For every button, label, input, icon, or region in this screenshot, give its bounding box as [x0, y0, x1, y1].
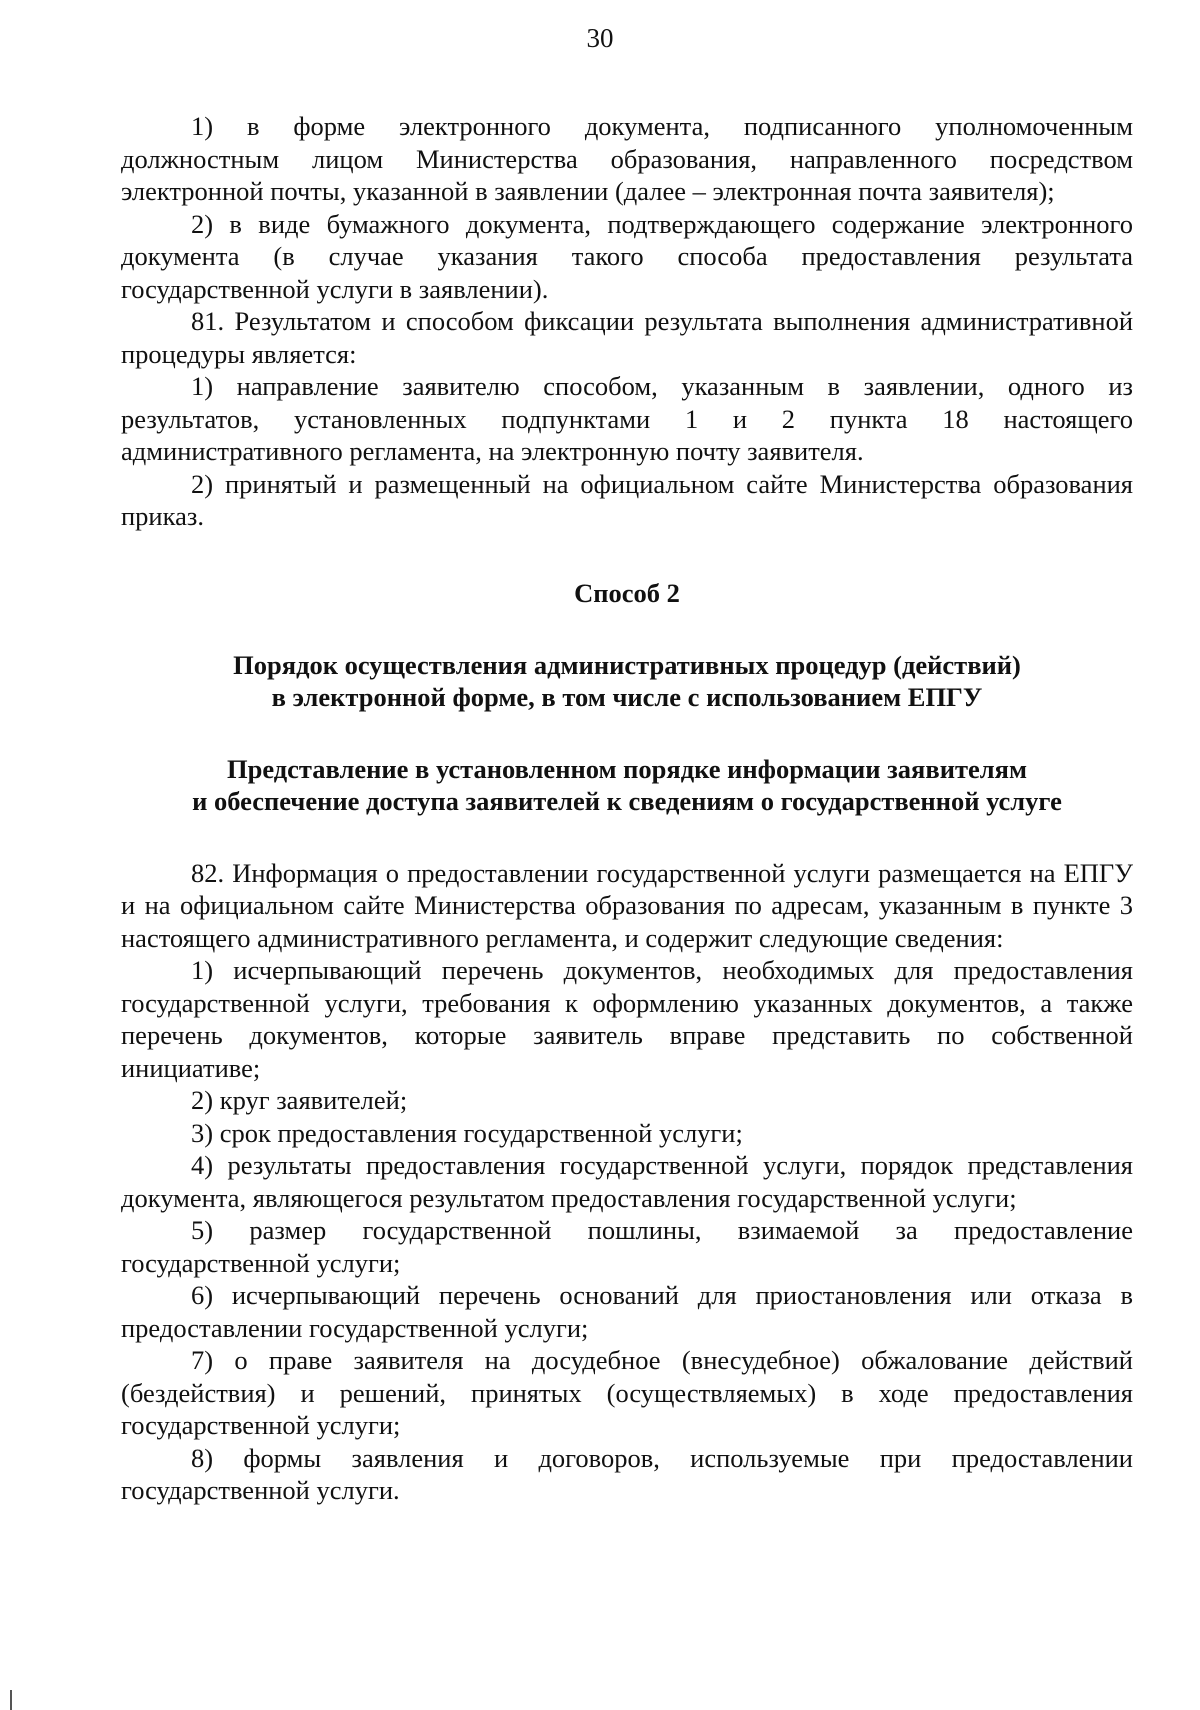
- paragraph: 82. Информация о предоставлении государственной услуги размещается на ЕПГУ и на официальном сайте Министерства образования по адресам, указанным в пункте 3 настоящего административного регламента, и содержит следующие сведения:: [121, 857, 1133, 953]
- subsection-heading: [121, 753, 1133, 817]
- section-heading-line: в электронной форме, в том числе с использованием ЕПГУ: [271, 681, 983, 712]
- method-heading: Способ 2: [574, 577, 680, 608]
- paragraph: 1) направление заявителю способом, указанным в заявлении, одного из результатов, установленных подпунктами 1 и 2 пункта 18 настоящего административного регламента, на электронную почту заявителя.: [121, 371, 1133, 466]
- list-item: 3) срок предоставления государственной услуги;: [191, 1117, 743, 1148]
- list-item: 7) о праве заявителя на досудебное (внесудебное) обжалование действий (бездействия) и решений, принятых (осуществляемых) в ходе предоставления государственной услуги;: [121, 1345, 1133, 1440]
- list-item: 1) исчерпывающий перечень документов, необходимых для предоставления государственной услуги, требования к оформлению указанных документов, а также перечень документов, которые заявитель вправе представить по собственной инициативе;: [121, 955, 1133, 1083]
- subsection-heading-line: Представление в установленном порядке информации заявителям: [226, 753, 1028, 784]
- document-body: [121, 110, 1133, 1507]
- section-heading: [121, 649, 1133, 713]
- list-item: 8) формы заявления и договоров, используемые при предоставлении государственной услуги.: [121, 1442, 1133, 1505]
- paragraph: 2) в виде бумажного документа, подтверждающего содержание электронного документа (в случае указания такого способа предоставления результата государственной услуги в заявлении).: [121, 208, 1133, 304]
- paragraph: 2) принятый и размещенный на официальном сайте Министерства образования приказ.: [121, 468, 1133, 531]
- subsection-heading-line: и обеспечение доступа заявителей к сведениям о государственной услуге: [192, 785, 1062, 816]
- list-item: 6) исчерпывающий перечень оснований для приостановления или отказа в предоставлении государственной услуги;: [121, 1280, 1133, 1343]
- list-item: 5) размер государственной пошлины, взимаемой за предоставление государственной услуги;: [121, 1215, 1133, 1278]
- list-item: 2) круг заявителей;: [191, 1085, 408, 1115]
- list-item: 4) результаты предоставления государственной услуги, порядок представления документа, являющегося результатом предоставления государственной услуги;: [121, 1150, 1133, 1213]
- scan-margin-mark: [10, 1690, 12, 1710]
- paragraph: 1) в форме электронного документа, подписанного уполномоченным должностным лицом Министерства образования, направленного посредством электронной почты, указанной в заявлении (далее – электронная почта заявителя);: [121, 111, 1133, 206]
- section-heading-line: Порядок осуществления административных процедур (действий): [233, 649, 1021, 680]
- page-number: 30: [586, 23, 614, 53]
- paragraph: 81. Результатом и способом фиксации результата выполнения административной процедуры является:: [121, 306, 1133, 369]
